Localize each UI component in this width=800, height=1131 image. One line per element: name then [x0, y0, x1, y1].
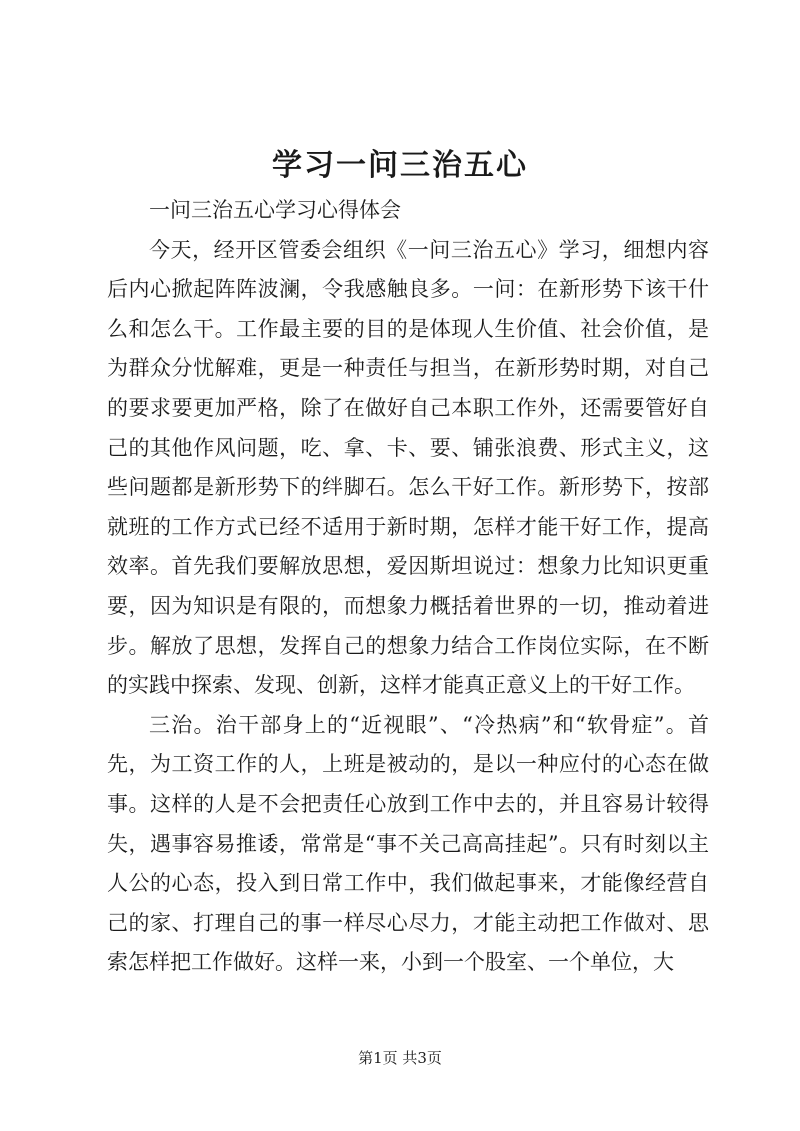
paragraph-one-question: 今天，经开区管委会组织《一问三治五心》学习，细想内容后内心掀起阵阵波澜，令我感触良多。一问：在新形势下该干什么和怎么干。工作最主要的目的是体现人生价值、社会价值，是为群众分忧解难，更是一种责任与担当，在新形势时期，对自己的要求要更加严格，除了在做好自己本职工作外，还需要管好自己的其他作风问题，吃、拿、卡、要、铺张浪费、形式主义，这些问题都是新形势下的绊脚石。怎么干好工作。新形势下，按部就班的工作方式已经不适用于新时期，怎样才能干好工作，提高效率。首先我们要解放思想，爱因斯坦说过：想象力比知识更重要，因为知识是有限的，而想象力概括着世界的一切，推动着进步。解放了思想，发挥自己的想象力结合工作岗位实际，在不断的实践中探索、发现、创新，这样才能真正意义上的干好工作。 — [107, 237, 709, 698]
document-title: 学习一问三治五心 — [272, 148, 528, 183]
page-footer: 第1页 共3页 — [358, 1049, 442, 1067]
paragraph-three-cures: 三治。治干部身上的“近视眼”、“冷热病”和“软骨症”。首先，为工资工作的人，上班是被动的，是以一种应付的心态在做事。这样的人是不会把责任心放到工作中去的，并且容易计较得失，遇事容易推诿，常常是“事不关己高高挂起”。只有时刻以主人公的心态，投入到日常工作中，我们做起事来，才能像经营自己的家、打理自己的事一样尽心尽力，才能主动把工作做对、思索怎样把工作做好。这样一来，小到一个股室、一个单位，大 — [107, 712, 709, 975]
document-body — [107, 191, 709, 983]
subtitle-paragraph: 一问三治五心学习心得体会 — [149, 198, 401, 222]
